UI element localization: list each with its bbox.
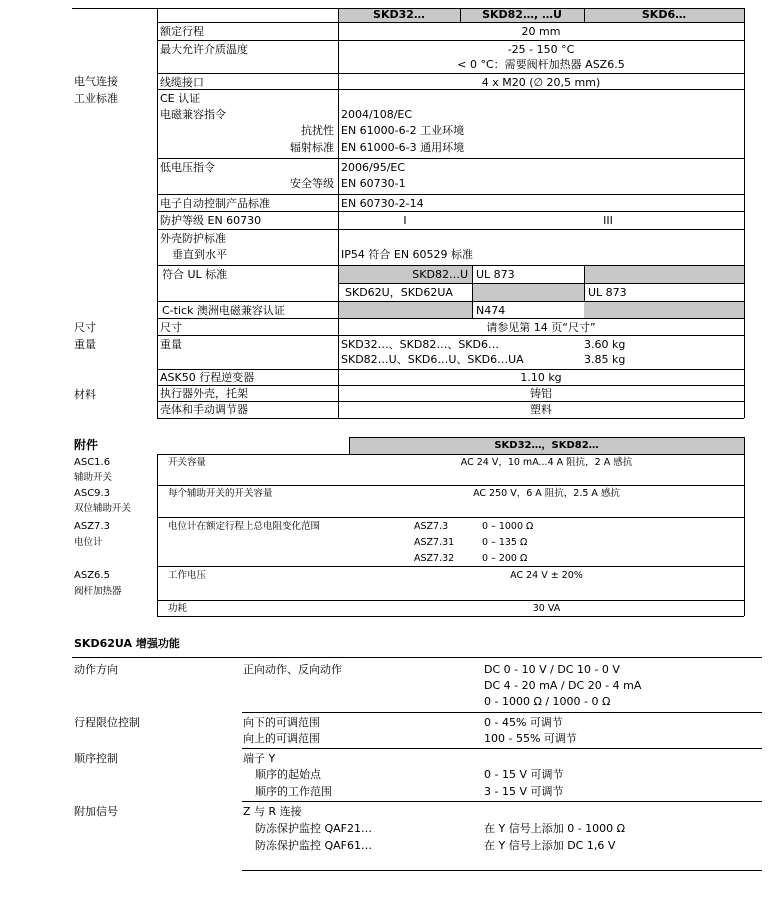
- direction-value-3: 0 - 1000 Ω / 1000 - 0 Ω: [484, 695, 611, 708]
- ctick-bg-1: [338, 301, 472, 318]
- acc-asc16-code: ASC1.6: [74, 457, 111, 468]
- acc-asc93-value: AC 250 V，6 A 阻抗，2.5 A 感抗: [473, 488, 620, 499]
- value-emc: 2004/108/EC: [341, 108, 413, 121]
- header-skd82: SKD82…, …U: [482, 8, 562, 21]
- additional-qaf21-label: 防冻保护监控 QAF21…: [255, 822, 373, 835]
- weight-models-1: SKD32…、SKD82…、SKD6…: [341, 338, 499, 351]
- acc-asz73-name: 电位计: [74, 537, 103, 548]
- acc-asc93-name: 双位辅助开关: [74, 503, 132, 514]
- label-vertical: 垂直到水平: [172, 248, 227, 261]
- ul-bg-3: [472, 283, 584, 301]
- label-sequence: 顺序控制: [74, 752, 118, 765]
- direction-value-1: DC 0 - 10 V / DC 10 - 0 V: [484, 663, 620, 676]
- additional-qaf61-label: 防冻保护监控 QAF61…: [255, 839, 373, 852]
- weight-models-2: SKD82…U、SKD6…U、SKD6…UA: [341, 353, 524, 366]
- direction-sub: 正向动作、反向动作: [243, 663, 342, 676]
- ul-value-2: UL 873: [588, 286, 627, 299]
- label-stroke-limit: 行程限位控制: [74, 716, 140, 729]
- ctick-bg-2: [584, 301, 744, 318]
- section-electrical: 电气连接: [74, 75, 118, 88]
- value-immunity: EN 61000-6-2 工业环境: [341, 124, 465, 137]
- ul-bg-2: [584, 265, 744, 283]
- value-safety-class: EN 60730-1: [341, 177, 406, 190]
- label-ask50: ASK50 行程逆变器: [160, 371, 255, 384]
- acc-asc16-label: 开关容量: [168, 457, 207, 468]
- stroke-down-value: 0 - 45% 可调节: [484, 716, 563, 729]
- sequence-start-label: 顺序的起始点: [255, 768, 321, 781]
- section-weight: 重量: [74, 338, 96, 351]
- label-direction: 动作方向: [74, 663, 118, 676]
- value-ask50: 1.10 kg: [520, 371, 562, 384]
- value-max-temp-1: -25 - 150 °C: [507, 43, 575, 56]
- acc-asc93-label: 每个辅助开关的开关容量: [168, 488, 273, 499]
- ul-model-2: SKD62U，SKD62UA: [345, 286, 453, 299]
- stroke-down-label: 向下的可调范围: [243, 716, 320, 729]
- acc-asz73-value-3: 0 – 200 Ω: [482, 553, 528, 564]
- label-max-temp: 最大允许介质温度: [160, 43, 248, 56]
- additional-qaf61-value: 在 Y 信号上添加 DC 1,6 V: [484, 839, 616, 852]
- direction-value-2: DC 4 - 20 mA / DC 20 - 4 mA: [484, 679, 642, 692]
- ul-value-1: UL 873: [476, 268, 515, 281]
- label-emc: 电磁兼容指令: [160, 108, 226, 121]
- value-housing-material: 铸铝: [530, 387, 552, 400]
- label-additional: 附加信号: [74, 805, 118, 818]
- value-dimensions: 请参见第 14 页“尺寸”: [486, 321, 596, 334]
- value-max-temp-2: < 0 °C：需要阀杆加热器 ASZ6.5: [457, 58, 625, 71]
- acc-asz65-power-label: 功耗: [168, 603, 188, 614]
- sequence-start-value: 0 - 15 V 可调节: [484, 768, 564, 781]
- acc-asz65-voltage-label: 工作电压: [168, 570, 207, 581]
- value-emission: EN 61000-6-3 通用环境: [341, 141, 465, 154]
- stroke-up-label: 向上的可调范围: [243, 732, 320, 745]
- label-emission: 辐射标准: [290, 141, 334, 154]
- section-dimensions: 尺寸: [74, 321, 96, 334]
- label-safety-class: 安全等级: [290, 177, 334, 190]
- value-rated-stroke: 20 mm: [521, 25, 561, 38]
- label-weight: 重量: [160, 338, 182, 351]
- label-ce: CE 认证: [160, 92, 201, 105]
- ul-model-1: SKD82…U: [412, 268, 468, 281]
- value-auto-control: EN 60730-2-14: [341, 197, 424, 210]
- acc-asz73-model-3: ASZ7.32: [414, 553, 455, 564]
- weight-value-1: 3.60 kg: [584, 338, 626, 351]
- acc-asz73-model-2: ASZ7.31: [414, 537, 455, 548]
- value-ctick: N474: [476, 304, 506, 317]
- acc-asz65-name: 阀杆加热器: [74, 586, 122, 597]
- header-skd32: SKD32…: [373, 8, 425, 21]
- section-standards: 工业标准: [74, 92, 118, 105]
- label-housing-protection: 外壳防护标准: [160, 232, 226, 245]
- acc-asz73-code: ASZ7.3: [74, 521, 110, 532]
- stroke-up-value: 100 - 55% 可调节: [484, 732, 577, 745]
- acc-asz73-model-1: ASZ7.3: [414, 521, 449, 532]
- label-lvd: 低电压指令: [160, 161, 215, 174]
- acc-asc16-value: AC 24 V，10 mA...4 A 阻抗，2 A 感抗: [460, 457, 633, 468]
- label-ctick: C-tick 澳洲电磁兼容认证: [162, 304, 285, 317]
- label-cable: 线缆接口: [160, 76, 204, 89]
- label-protection-class: 防护等级 EN 60730: [160, 214, 262, 227]
- acc-asz73-value-2: 0 – 135 Ω: [482, 537, 528, 548]
- label-auto-control: 电子自动控制产品标准: [160, 197, 270, 210]
- enhanced-title: SKD62UA 增强功能: [74, 637, 180, 650]
- value-protection-i: I: [403, 214, 407, 227]
- sequence-range-value: 3 - 15 V 可调节: [484, 785, 564, 798]
- acc-asc93-code: ASC9.3: [74, 488, 111, 499]
- weight-value-2: 3.85 kg: [584, 353, 626, 366]
- acc-asz65-code: ASZ6.5: [74, 570, 110, 581]
- header-skd6: SKD6…: [641, 8, 687, 21]
- additional-qaf21-value: 在 Y 信号上添加 0 - 1000 Ω: [484, 822, 626, 835]
- label-dimensions: 尺寸: [160, 321, 182, 334]
- value-vertical: IP54 符合 EN 60529 标准: [341, 248, 474, 261]
- section-material: 材料: [74, 388, 96, 401]
- acc-asz73-value-1: 0 – 1000 Ω: [482, 521, 534, 532]
- label-housing-material: 执行器外壳，托架: [160, 387, 248, 400]
- value-lvd: 2006/95/EC: [341, 161, 406, 174]
- sequence-range-label: 顺序的工作范围: [255, 785, 332, 798]
- acc-asc16-name: 辅助开关: [74, 472, 113, 483]
- label-rated-stroke: 额定行程: [160, 25, 204, 38]
- label-ul: 符合 UL 标准: [162, 268, 228, 281]
- acc-asz65-voltage-value: AC 24 V ± 20%: [510, 570, 583, 581]
- acc-asz65-power-value: 30 VA: [532, 603, 561, 614]
- acc-header: SKD32…，SKD82…: [494, 440, 599, 451]
- accessories-title: 附件: [74, 438, 99, 452]
- label-immunity: 抗扰性: [301, 124, 334, 137]
- additional-zr: Z 与 R 连接: [243, 805, 302, 818]
- acc-asz73-label: 电位计在额定行程上总电阻变化范围: [168, 521, 321, 532]
- value-protection-iii: III: [603, 214, 613, 227]
- label-cover-material: 壳体和手动调节器: [160, 403, 248, 416]
- value-cover-material: 塑料: [530, 403, 552, 416]
- value-cable: 4 x M20 (∅ 20,5 mm): [481, 76, 601, 89]
- sequence-terminal: 端子 Y: [243, 752, 276, 765]
